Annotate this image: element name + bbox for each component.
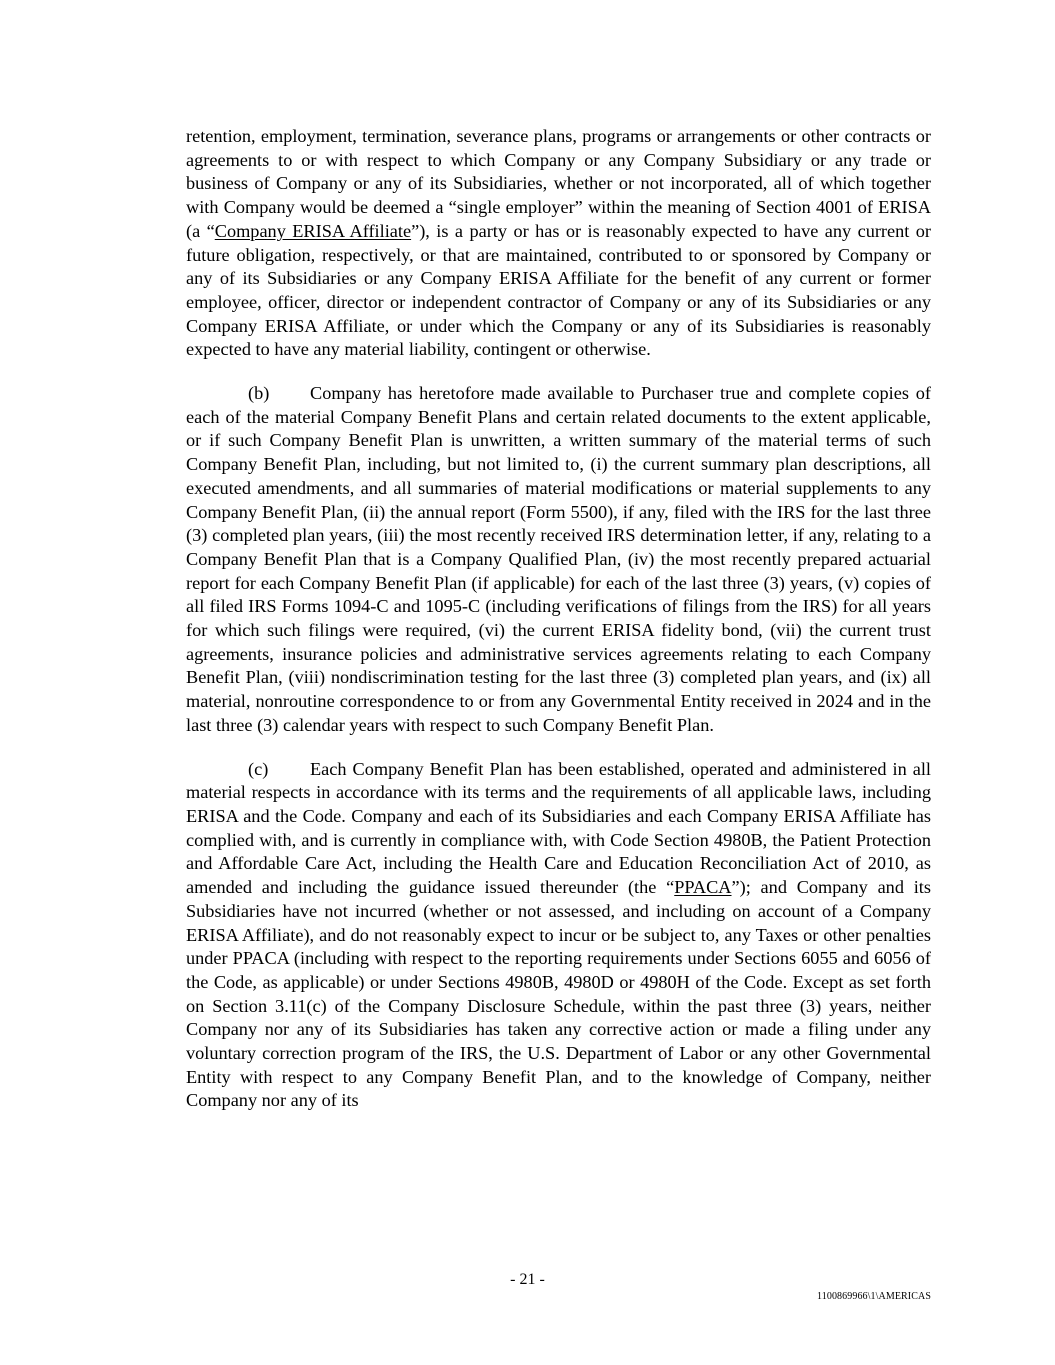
document-body <box>186 125 931 1133</box>
defined-term-company-erisa-affiliate: Company ERISA Affiliate <box>214 220 412 241</box>
paragraph-b <box>186 382 931 738</box>
defined-term-ppaca: PPACA <box>674 877 732 898</box>
paragraph-text: ”); and Company and its Subsidiaries have not incurred (whether or not assessed, and including on account of a Company ERISA Affiliate), and do not reasonably expect to incur or be subject to, any Taxes or other penalties under PPACA (including with respect to the reporting requirements under Sections 6055 and 6056 of the Code, as applicable) or under Sections 4980B, 4980D or 4980H of the Code. Except as set forth on Section 3.11(c) of the Company Disclosure Schedule, within the past three (3) years, neither Company nor any of its Subsidiaries has taken any corrective action or made a filing under any voluntary correction program of the IRS, the U.S. Department of Labor or any other Governmental Entity with respect to any Company Benefit Plan, and to the knowledge of Company, neither Company nor any of its <box>186 877 931 1111</box>
paragraph-a-continuation <box>186 125 931 362</box>
paragraph-label: (c) <box>248 758 269 779</box>
paragraph-text: Each Company Benefit Plan has been established, operated and administered in all material respects in accordance with its terms and the requirements of all applicable laws, including ERISA and the Code. Company and each of its Subsidiaries and each Company ERISA Affiliate has complied with, and is currently in compliance with, with Code Section 4980B, the Patient Protection and Affordable Care Act, including the Health Care and Education Reconciliation Act of 2010, as amended and including the guidance issued thereunder (the “ <box>186 758 931 898</box>
paragraph-text: Company has heretofore made available to Purchaser true and complete copies of each of the material Company Benefit Plans and certain related documents to the extent applicable, or if such Company Benefit Plan is unwritten, a written summary of the material terms of such Company Benefit Plan, including, but not limited to, (i) the current summary plan descriptions, all executed amendments, and all summaries of material modifications or material supplements to any Company Benefit Plan, (ii) the annual report (Form 5500), if any, filed with the IRS for the last three (3) completed plan years, (iii) the most recently received IRS determination letter, if any, relating to a Company Benefit Plan that is a Company Qualified Plan, (iv) the most recently prepared actuarial report for each Company Benefit Plan (if applicable) for each of the last three (3) years, (v) copies of all filed IRS Forms 1094-C and 1095-C (including verifications of filings from the IRS) for all years for which such filings were required, (vi) the current ERISA fidelity bond, (vii) the current trust agreements, insurance policies and administrative services agreements relating to each Company Benefit Plan, (viii) nondiscrimination testing for the last three (3) completed plan years, and (ix) all material, nonroutine correspondence to or from any Governmental Entity received in 2024 and in the last three (3) calendar years with respect to such Company Benefit Plan. <box>186 383 931 735</box>
page-number: - 21 - <box>510 1271 545 1288</box>
paragraph-label: (b) <box>248 383 270 404</box>
document-id: 1100869966\1\AMERICAS <box>817 1291 931 1302</box>
paragraph-c <box>186 758 931 1114</box>
paragraph-text: retention, employment, termination, severance plans, programs or arrangements or other contracts or agreements to or with respect to which Company or any Company Subsidiary or any trade or business of Company or any of its Subsidiaries, whether or not incorporated, all of which together with Company would be deemed a “single employer” within the meaning of Section 4001 of ERISA (a “ <box>186 126 931 241</box>
paragraph-text: ”), is a party or has or is reasonably expected to have any current or future obligation, respectively, or that are maintained, contributed to or sponsored by Company or any of its Subsidiaries or any Company ERISA Affiliate for the benefit of any current or former employee, officer, director or independent contractor of Company or any of its Subsidiaries or any Company ERISA Affiliate, or under which the Company or any of its Subsidiaries is reasonably expected to have any material liability, contingent or otherwise. <box>186 220 932 360</box>
